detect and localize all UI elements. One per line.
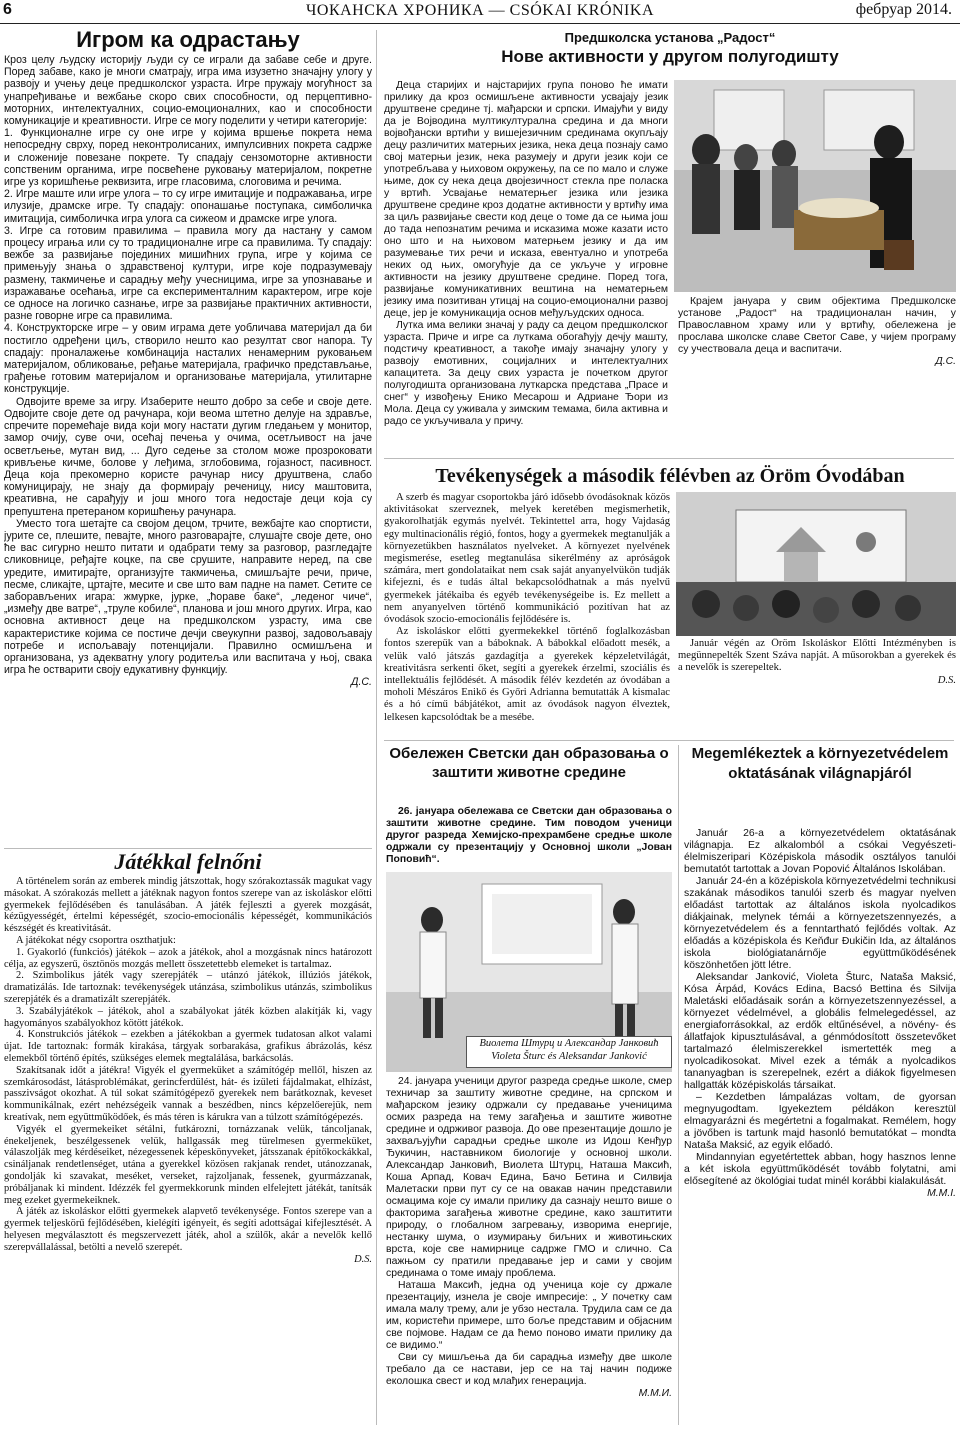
- photo-caption: [466, 1036, 672, 1068]
- article-title: Игром ка одрастању: [76, 28, 300, 52]
- preschool-header: [384, 30, 956, 78]
- paragraph: Szakítsanak időt a játékra! Vigyék el gyermeküket a számítógép mellől, hiszen az szemkárosodást, látásproblémákat, gerincferdülést, hát- és izületi fájdalmakat, elhízást, passzivságot okozhat. A túl sokat számítógépező gyerekek nem barátkoznak, keveset kommunikálnak, ezért nehézségeik vannak a beszédben, nincs képzelőerejük, nem kreatívak, nem együttműködőek, és más téren is kárukra van a túlzott számítógépezés.: [4, 1064, 372, 1123]
- issue-date: фебруар 2014.: [855, 1, 952, 18]
- paragraph: Január 26-a a környezetvédelem oktatásának világnapja. Ez alkalomból a csókai Vegyészeti-élelmiszeripari Középiskola második osztályos tanulói bemutatót tartottak a Jovan Popović Általános Iskolában.: [684, 828, 956, 875]
- preschool-hu-text-col: [384, 492, 670, 738]
- paragraph: 2. Игре маште или игре улога – то су игре имитације и подражавања, игре илузије, драмске игре. Ту спадају: опонашање поступака, симболичка имитација, симболичка игра улога са сижеом и драмске игре улога.: [4, 188, 372, 225]
- caption-sr: Виолета Штурц и Александар Јанковић: [479, 1038, 659, 1049]
- paragraph: 4. Конструкторске игре – у овим играма дете уобличава материјал да би постигло одређени циљ, створило нешто као резултат свог напора. Ту спадају: проналажење комбинација насталих ненамерним руковањем материјалом, обликовање, ређање материјала, графичко представљање, грађење готовим материјалом и организовање материјала, утилитарне конструкције.: [4, 322, 372, 396]
- paragraph: 2. Szimbolikus játék vagy szerepjáték – utánzó játékok, illúziós játékok, dramatizálás. Ide tartoznak: tevékenységek utánzása, szimbolikus utánzás, szimbolikus szerepjáték és a dramatizált szerepjáték.: [4, 970, 372, 1005]
- section-divider: [384, 458, 954, 459]
- paragraph: 24. јануара ученици другог разреда средње школе, смер техничар за заштиту животне средине, на српском и мађарском језику одржали су предавање ученицима осмих разреда на тему загађења и заштите животне средине и одрживог развоја. До ове презентације дошло је захваљујући сарадњи средње школе из Идош Кенђур Ђукичин, наставником биологије у основној школи. Александар Јанковић, Виолета Штурц, Наташа Максић, Коша Арпад, Ковач Едина, Бачо Бетина и Силвија Малетаски први пут су се на овакав начин представили осмацима које су имали прилику да сазнају нешто више о факторима загађења животне средине, како заштитити природу, о глобалном загревању, изворима енергије, нестанку шума, о изумирању биљних и животињских врста, које све намирнице садрже ГМО и слично. Са пажњом су пратили предавање јер и сами у својим срединама о томе имају проблема.: [386, 1076, 672, 1279]
- paragraph: Одвојите време за игру. Изаберите нешто добро за себе и своје дете. Одвојите своје дете од рачунара, који веома штетно делује на здравље, спречите поремећаје вида који могу настати дугим гледањем у монитор, замор очију, суве очи, осећај печења у очима, осетљивост на јаче осветљење, мутан вид, ... Дуго седење за столом може прозроковати кривљење кичме, болове у леђима, зглобовима, гојазност, пасивност. Деца која прекомерно користе рачунар нису друштвена, слабо комуницирају, не знају да формирају реченицу, нису маштовита, креативна, не сарађују и још много тога недостаје деци која су препуштена претераном коришћењу рачунара.: [4, 395, 372, 518]
- page-number: 6: [3, 1, 12, 18]
- signature: D.S.: [354, 1253, 372, 1265]
- article-play-hu: [4, 850, 372, 1430]
- signature: Д.С.: [935, 356, 956, 367]
- paragraph: – Kezdetben lámpalázas voltam, de gyorsan megnyugodtam. Igyekeztem példákon keresztül elmagyarázni és megértetni a fogalmakat. Remélem, hogy a jövőben is tartunk majd hasonló bemutatókat – mondta Nataša Maksić, az egyik előadó.: [684, 1092, 956, 1151]
- paragraph: A szerb és magyar csoportokba járó idősebb óvodásoknak közös aktivitásokat szerveznek, melyek keretében megismerhetik, gyakorolhatják egymás nyelvét. Tekintettel arra, hogy Vajdaság egy multinacionális régió, fontos, hogy a gyermekek megtanulják a környezetükben használatos nyelveket. A környezet nyelvének megismerése, esetleg megtanulása sikerélmény az apróságok számára, mert gondolataikat nem csak saját anyanyelvükön tudják kifejezni, és e tudás által bekapcsolódhatnak a más nyelvű gyermekek játékaiba és egyéb tevékenységeibe is. Ez mellett a nem anyanyelven történő kommunikáció pozitívan hat az óvodások szocio-emocionális fejlődésére is.: [384, 492, 670, 626]
- env-sr-text: [386, 1076, 672, 1428]
- masthead-bar: [0, 0, 960, 24]
- preschool-text-col: [384, 80, 668, 454]
- article-title-env-sr: Обележен Светски дан образовања о заштити животне средине: [389, 745, 669, 781]
- column-divider: [678, 745, 679, 1425]
- paragraph: Vigyék el gyermekeiket sétálni, futkározni, tornázzanak velük, táncoljanak, énekeljenek, beszélgessenek velük, hallgassák meg türelmesen gyermeküket, válaszolják meg kérdéseiket, nézegessenek képeskönyveket, játsszanak építőkockákkal, csináljanak rendetlenséget, utána a gyerekkel közösen rakjanak rendet, utánozzanak, gondolják ki szavakat, meséket, verseket, rajzoljanak, fessenek, gyurmázzanak, próbáljanak ki mindent. Idézzék fel gyermekkorunk minden elfelejtett játékát, tanítsák meg ezeket gyermekeiknek.: [4, 1123, 372, 1206]
- section-divider: [384, 740, 954, 741]
- env-lead: [386, 806, 672, 870]
- signature: D.S.: [937, 674, 956, 686]
- article-play-sr: [4, 28, 372, 846]
- article-title-env-hu: Megemlékeztek a környezetvédelem oktatásának világnapjáról: [691, 745, 949, 782]
- paragraph: Aleksandar Janković, Violeta Šturc, Nataša Maksić, Kósa Árpád, Kovács Edina, Bacsó Bettina és Silvija Maletáski előadásaik során a környezetszennyezéssel, a környezet védelmével, a globális felmelegedéssel, az energiaforrásokkal, az erdők eltűnésével, a növény- és állatfajok kipusztulásával, a génmódosított összetevőket tartalmazó élelmiszerekkel ismertették meg a nyolcadikosokat. Mivel ezek a témák a nyolcadikos tananyagban is szerepelnek, ezért a diákok figyelmesen hallgatták középiskolás társaikat.: [684, 972, 956, 1091]
- lead-paragraph: 26. јануара обележава се Светски дан образовања о заштити животне средине. Тим поводом ученици другог разреда Хемијско-прехрамбене средње школе одржали су презентацију у Основној школи „Јован Поповић“.: [386, 806, 672, 865]
- paragraph: 1. Gyakorló (funkciós) játékok – azok a játékok, ahol a mozgásnak nincs határozott célja, az egyszerű, ösztönös mozgás mellett összetettebb elemeket is tartalmaz.: [4, 946, 372, 970]
- paragraph: Az iskoláskor előtti gyermekekkel történő foglalkozásban fontos szerepük van a báboknak. A bábokkal előadott mesék, a velük való játszás gazdagítja a gyerekek képzeletvilágát, kreativitásra serkenti őket, segíti a gyerekek érzelmi, szociális és intellektuális fejlődését. A második félév kezdetén az óvodában a moholi Mészáros Enikő és Győri Adrianna bemutatták A kismalac és a hó című bábjátékot, amit az óvodások nagyon élveztek, lelkesen kapcsolódtak be a mesébe.: [384, 626, 670, 723]
- paragraph: Кроз целу људску историју људи су се играли да забаве себе и друге. Поред забаве, како је многи сматрају, игра има изузетно значајну улогу у развоју и учењу деце предшколског узраста. Игре пружају могућност за унапређивање и вежбање скоро свих способности, од перцептивно-моторних, интелектуалних, социо-емоционалних, као и способности комуникације и креативности. Игре се могу поделити у четири категорије:: [4, 54, 372, 128]
- article-title: Нове активности у другом полугодишту: [501, 47, 839, 66]
- masthead-title: ЧОКАНСКА ХРОНИКА — CSÓKAI KRÓNIKA: [305, 2, 654, 19]
- paragraph: Крајем јануара у свим објектима Предшколске установе „Радост“ на традиционалан начин, у Православном храму или у вртићу, обележена је прослава школске славе Светог Саве, у чијем програму су учествовала деца и васпитачи.: [678, 296, 956, 355]
- paragraph: Наташа Максић, једна од ученица које су држале презентацију, изнела је своје импресије: „ У почетку сам имала малу трему, али је убзо нестала. Трудила сам се да им, користећи примере, што боље представим и објасним све појмове. Надам се да ћемо поново имати прилику да се видимо.“: [386, 1280, 672, 1351]
- signature: M.M.I.: [927, 1188, 956, 1199]
- paragraph: A játékokat négy csoportra oszthatjuk:: [16, 934, 176, 946]
- paragraph: Уместо тога шетајте са својом децом, трчите, вежбајте као спортисти, јурите се, плешите, певајте, много разговарајте, слушајте своје дете, оно ће вас сигурно нешто питати и одабрати тему за разговор, разгледајте сликовнице, ређајте коцке, па све срушите, направите неред, па све уредите, имитирајте, организујте такмичења, смишљајте речи, приче, песме, сликајте, цртајте, месите и све што вам падне на памет. Сетите се заборављених игара: жмурке, јурке, „ћораве баке“, „леденог чиче“, „између две ватре“, „труле кобиле“, планова и још много других. Игра, као основна активност деце на предшколском узрасту, има све карактеристике којима се постиче дечји свеукупни развој, задовољавају потребе и испољавају потенцијали. Правилно осмишљена и организована, уз адекватну улогу родитеља или васпитача у њој, свака игра ће остварити своју едукативну функцију.: [4, 517, 372, 677]
- paragraph: A történelem során az emberek mindig játszottak, hogy szórakoztassák magukat vagy másokat. A szórakozás mellett a játéknak nagyon fontos szerepe van az iskoláskor előtti gyermekek fejlődésében és tanulásában. A játék fejleszti a gyerek mozgását, kézügyességét, értelmi képességét, szocio-emocionális képességét, kommunikációs készségét és kreativitását.: [4, 876, 372, 935]
- preschool-text-col2: [678, 296, 956, 458]
- paragraph: 4. Konstrukciós játékok – ezekben a játékokban a gyermek tudatosan alkot valami újat. Ide tartoznak: formák kirakása, tárgyak sorbarakása, grafikus ábrázolás, kész elemekből történő építés, szükséges elemek megtalálása, barkácsolás.: [4, 1029, 372, 1064]
- paragraph: Лутка има велики значај у раду са децом предшколског узраста. Приче и игре са луткама обогаћују дечју машту, подстичу креативност, а такође имају значајну улогу у развоју емотивних, социјалних и интелектуалних капацитета. За децу свих узраста је почетком другог полугодишта организована луткарска представа „Прасе и снег“ у извођењу Енико Месарош и Адриане Ђори из Мола. Деца су уживала у зимским темама, била активна и радо се укључивала у причу.: [384, 320, 668, 427]
- caption-hu: Violeta Šturc és Aleksandar Janković: [491, 1051, 647, 1062]
- article-kicker: Предшколска установа „Радост“: [564, 30, 776, 45]
- preschool-hu-text-col2: [678, 638, 956, 738]
- env-hu-text: [684, 828, 956, 1428]
- paragraph: Сви су мишљења да би сарадња између две школе требало да се настави, јер се на тај начин подиже еколошка свест и код млађих генерација.: [386, 1352, 672, 1387]
- photo-saint-sava-celebration: [674, 80, 956, 292]
- article-title-hu-preschool: Tevékenységek a második félévben az Öröm Óvodában: [435, 465, 905, 487]
- paragraph: A játék az iskoláskor előtti gyermekek alapvető tevékenysége. Fontos szerepe van a gyermek teljeskörű fejlődésében, kielégíti igényeit, és segíti adottságai kifejlesztését. A helyesen megválasztott és megszervezett játék, ahol a szülők, akár a nevelők kellő szerepvállalással, betölti a nevelő szerepét.: [4, 1206, 372, 1253]
- signature: М.М.И.: [638, 1388, 672, 1399]
- paragraph: Mindannyian egyetértettek abban, hogy hasznos lenne a két iskola együttműködését tovább folytatni, ami elősegítené az ökológiai tudat minél korábbi kialakulását.: [684, 1152, 956, 1187]
- article-title: Játékkal felnőni: [114, 850, 262, 874]
- paragraph: 3. Игре са готовим правилима – правила могу да настану у самом процесу играња или су то традиционалне игре са правилима. Ту спадају: вежбе за развијање појединих мишићних група, игре у којима се примењују знања о здравственој култури, игре које подразумевају размену, такмичење и сарадњу међу учесницима, игре за упознавање и изражавање осећања, игре са експерименталним карактером, игре које се односе на логичко сазнање, игре за развијање практичних активности, разне говорне игре са правилима.: [4, 224, 372, 323]
- paragraph: Január végén az Öröm Iskoláskor Előtti Intézményben is megünnepelték Szent Száva napját. A műsorokban a gyerekek és a nevelők is szerepeltek.: [678, 638, 956, 674]
- signature: Д.С.: [351, 676, 372, 689]
- paragraph: Деца старијих и најстаријих група поново ће имати прилику да кроз осмишљене активности усвајају језик друштвене средине тј. мађарски и српски. Имајући у виду да је Војводина мултикултурална средина и да многи војвођански вртићи у вишејезичним срединама окупљају децу различитих матерњих језика, нека деца познају само свој матерњи језик, нека разумеју и други језик који се употребљава у њиховом окружењу, па се по мало и служе њиме, док су нека деца двојезичност стекла пре поласка у вртић. Усвајање нематерњег језика или језика друштвене средине кроз додатне активности у вртићу има за циљ развијање свести код деце о томе да се њима још до тада непознатим речима и исказима може казати исто оно што и на њиховом матерњем језику и да им разумевање тих речи и исказа, евентуално и употреба неких од њих, омогућује да се укључе у игровне активности на језику друштвене средине. Поред тога, развијање комуникативних вештина на нематерњем језику има позитиван утицај на социо-емоционални развој деце, јер је комуникација основ међуљудских односа.: [384, 80, 668, 319]
- paragraph: 1. Функционалне игре су оне игре у којима вршење покрета нема непосредну сврху, поред неконтролисаних, импулсивних покрета садрже и сложеније повезане покрете. Ту спадају сензомоторне активности сопственим органима, игре посвећене руковању материјалом, покретне игре уз коришћење реквизита, игре гласовима, слоговима и речима.: [4, 127, 372, 189]
- paragraph: 3. Szabályjátékok – játékok, ahol a szabályokat játék közben alakítják ki, vagy hagyományos szabályokhoz kötött játékok.: [4, 1005, 372, 1029]
- column-divider: [376, 30, 377, 1425]
- section-divider: [4, 848, 372, 849]
- photo-puppet-show: [676, 492, 956, 636]
- paragraph: Január 24-én a középiskola környezetvédelmi technikusi szakának másodikos tanulói szerb és magyar nyelven előadást tartottak az általános iskola nyolcadikos diákjainak, melynek témái a környezetszennyezés, a környezetvédelem és a fenntartható fejlődés voltak. Az előadás a középiskola és Keňđur Đukičin Ida, az általános iskola biológiatanárnője együttműködésének köszönhetően jött létre.: [684, 876, 956, 971]
